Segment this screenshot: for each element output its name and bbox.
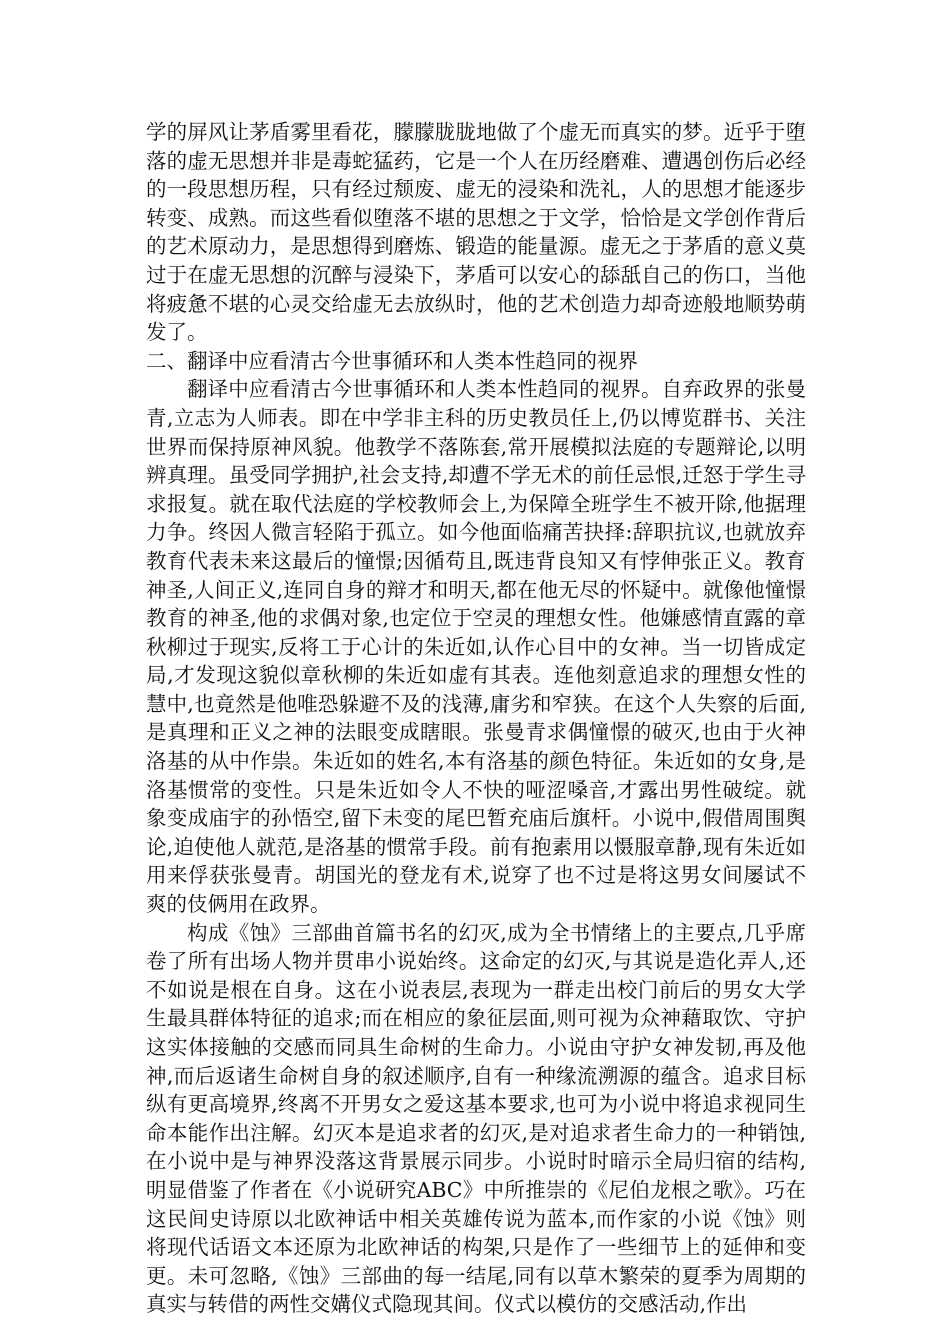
paragraph-continuation: 学的屏风让茅盾雾里看花，朦朦胧胧地做了个虚无而真实的梦。近乎于堕落的虚无思想并非是毒蛇猛药，它是一个人在历经磨难、遭遇创伤后必经的一段思想历程，只有经过颓废、虚无的浸染和洗礼，人的思想才能逐步转变、成熟。而这些看似堕落不堪的思想之于文学，恰恰是文学创作背后的艺术原动力，是思想得到磨炼、锻造的能量源。虚无之于茅盾的意义莫过于在虚无思想的沉醉与浸染下，茅盾可以安心的舔舐自己的伤口，当他将疲惫不堪的心灵交给虚无去放纵时，他的艺术创造力却奇迹般地顺势萌发了。	[146, 120, 806, 345]
paragraph-disillusion: 构成《蚀》三部曲首篇书名的幻灭,成为全书情绪上的主要点,几乎席卷了所有出场人物并贯串小说始终。这命定的幻灭,与其说是造化弄人,还不如说是根在自身。这在小说表层,表现为一群走出校门前后的男女大学生最具群体特征的追求;而在相应的象征层面,则可视为众神藉取饮、守护这实体接触的交感而同具生命树的生命力。小说由守护女神发韧,再及他神,而后返诸生命树自身的叙述顺序,自有一种缘流溯源的蕴含。追求目标纵有更高境界,终离不开男女之爱这基本要求,也可为小说中将追求视同生命本能作出注解。幻灭本是追求者的幻灭,是对追求者生命力的一种销蚀,在小说中是与神界没落这背景展示同步。小说时时暗示全局归宿的结构,明显借鉴了作者在《小说研究ABC》中所推崇的《尼伯龙根之歌》。巧在这民间史诗原以北欧神话中相关英雄传说为蓝本,而作家的小说《蚀》则将现代话语文本还原为北欧神话的构架,只是作了一些细节上的延伸和变更。未可忽略,《蚀》三部曲的每一结尾,同有以草木繁荣的夏季为周期的真实与转借的两性交媾仪式隐现其间。仪式以模仿的交感活动,作出	[146, 920, 806, 1317]
section-heading: 二、翻译中应看清古今世事循环和人类本性趋同的视界	[146, 348, 638, 373]
paragraph-zhang-manqing: 翻译中应看清古今世事循环和人类本性趋同的视界。自弃政界的张曼青,立志为人师表。即在中学非主科的历史教员任上,仍以博览群书、关注世界而保持原神风貌。他教学不落陈套,常开展模拟法庭的专题辩论,以明辨真理。虽受同学拥护,社会支持,却遭不学无术的前任忌恨,迁怒于学生寻求报复。就在取代法庭的学校教师会上,为保障全班学生不被开除,他据理力争。终因人微言轻陷于孤立。如今他面临痛苦抉择:辞职抗议,也就放弃教育代表未来这最后的憧憬;因循苟且,既违背良知又有悖伸张正义。教育神圣,人间正义,连同自身的辩才和明天,都在他无尽的怀疑中。就像他憧憬教育的神圣,他的求偶对象,也定位于空灵的理想女性。他嫌感情直露的章秋柳过于现实,反将工于心计的朱近如,认作心目中的女神。当一切皆成定局,才发现这貌似章秋柳的朱近如虚有其表。连他刻意追求的理想女性的慧中,也竟然是他唯恐躲避不及的浅薄,庸劣和窄狭。在这个人失察的后面,是真理和正义之神的法眼变成瞎眼。张曼青求偶憧憬的破灭,也由于火神洛基的从中作祟。朱近如的姓名,本有洛基的颜色特征。朱近如的女身,是洛基惯常的变性。只是朱近如令人不快的哑涩嗓音,才露出男性破绽。就象变成庙宇的孙悟空,留下未变的尾巴暂充庙后旗杆。小说中,假借周围舆论,迫使他人就范,是洛基的惯常手段。前有抱素用以慑服章静,现有朱近如用来俘获张曼青。胡国光的登龙有术,说穿了也不过是将这男女间屡试不爽的伎俩用在政界。	[146, 377, 806, 917]
document-body	[146, 118, 806, 1319]
